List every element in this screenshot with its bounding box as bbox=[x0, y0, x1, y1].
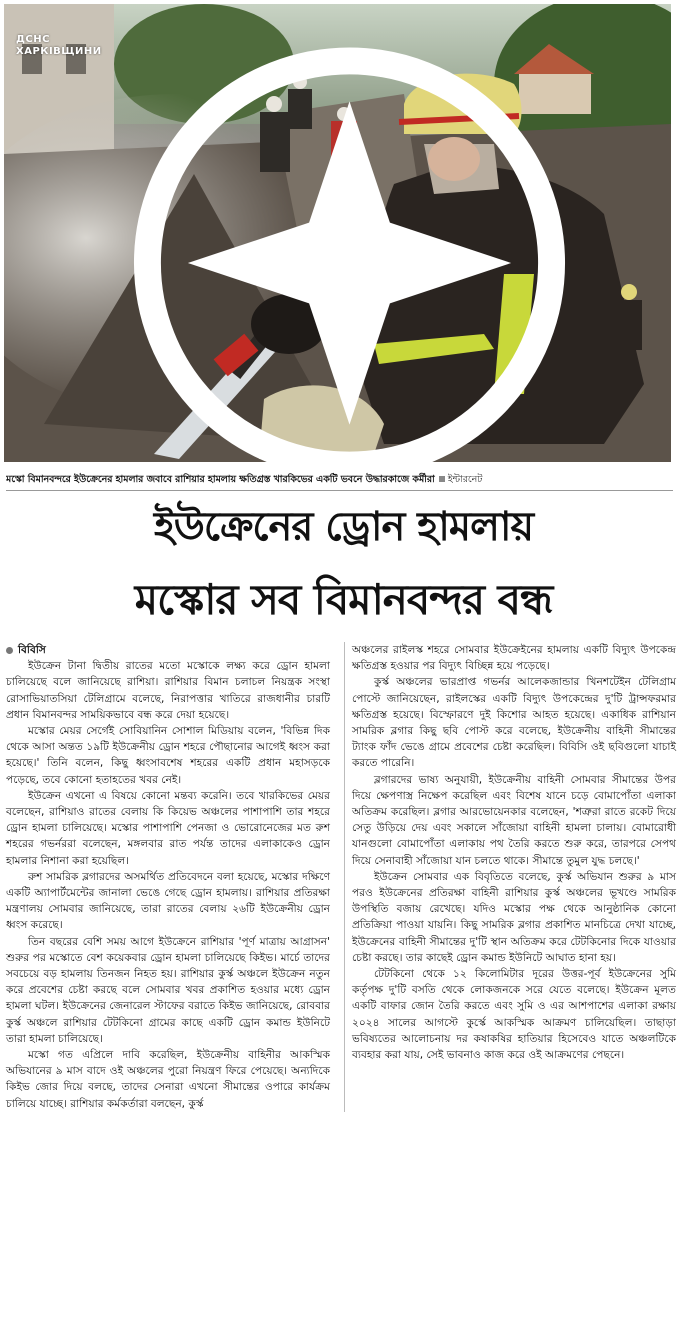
paragraph: তিন বছরের বেশি সময় আগে ইউক্রেনে রাশিয়ার 'পূর্ণ মাত্রায় আগ্রাসন' শুরুর পর মস্কোতে বেশ কয়েকবার ড্রোন হামলা চালিয়েছে কিইভ। মার্চে তাদের সবচেয়ে বড় হামলায় তিনজন নিহত হয়। রাশিয়ার কুর্স্ক অঞ্চলে ইউক্রেন নতুন করে প্রবেশের চেষ্টা করছে বলে সোমবার খবর প্রকাশিত হওয়ার মধ্যে ড্রোন হামলা ঘটল। ইউক্রেনের জেনারেল স্টাফের বরাতে কিইভ জানিয়েছে, রোববার কুর্স্ক অঞ্চলে রাশিয়ার টেটকিনো গ্রামের কাছে একটি ড্রোন কমান্ড ইউনিটে তারা হামলা চালিয়েছে। bbox=[6, 935, 330, 1045]
article-body bbox=[6, 642, 676, 1112]
paragraph: ইউক্রেন টানা দ্বিতীয় রাতের মতো মস্কোকে লক্ষ্য করে ড্রোন হামলা চালিয়েছে বলে জানিয়েছে রাশিয়া। রাশিয়ার বিমান চলাচল নিয়ন্ত্রক সংস্থা রোসাভিয়াতসিয়া টেলিগ্রামে বলেছে, নিরাপত্তার খাতিরে রাজধানীর চারটি প্রধান বিমানবন্দর সাময়িকভাবে বন্ধ করে দেয়া হয়েছে। bbox=[6, 660, 330, 721]
byline-dot-icon bbox=[6, 647, 13, 654]
paragraph: মস্কোর মেয়র সের্গেই সোবিয়ানিন সোশাল মিডিয়ায় বলেন, 'বিভিন্ন দিক থেকে আসা অন্তত ১৯টি ইউক্রেনীয় ড্রোন শহরে পৌছানোর আগেই ধ্বংস করা হয়েছে।' তিনি বলেন, কিছু ধ্বংসাবশেষ শহরের একটি প্রধান মহাসড়কে পড়েছে, তবে কোনো হতাহতের খবর নেই। bbox=[6, 725, 330, 786]
dsns-emblem-icon bbox=[16, 34, 671, 462]
byline bbox=[6, 642, 330, 658]
logo-line-2: ХАРКІВЩИНИ bbox=[16, 46, 102, 57]
caption-divider bbox=[6, 490, 673, 491]
paragraph: ইউক্রেন সোমবার এক বিবৃতিতে বলেছে, কুর্স্ক অভিযান শুরুর ৯ মাস পরও ইউক্রেনের প্রতিরক্ষা বাহিনী রাশিয়ার কুর্স্ক অঞ্চলের ভূখণ্ডে সামরিক উপস্থিতি বজায় রেখেছে। যদিও মস্কোর পক্ষ থেকে আনুষ্ঠানিক কোনো প্রতিক্রিয়া পাওয়া যায়নি। কিছু সামরিক ব্লগার প্রকাশিত মানচিত্রে দেখা যাচ্ছে, ইউক্রেনের বাহিনী সীমান্তের দু'টি স্থান অতিক্রম করে টেটকিনোর দিকে যাওয়ার চেষ্টা করছে। তার কাছেই ড্রোন কমান্ড ইউনিটে আঘাত হানা হয়। bbox=[352, 870, 676, 964]
logo-line-1: ДСНС bbox=[16, 34, 50, 45]
caption-square-icon bbox=[439, 476, 445, 482]
photo-caption bbox=[6, 472, 676, 487]
headline-line-1: ইউক্রেনের ড্রোন হামলায় bbox=[153, 503, 534, 550]
paragraph: টেটকিনো থেকে ১২ কিলোমিটার দূরের উত্তর-পূর্ব ইউক্রেনের সুমি কর্তৃপক্ষ দু'টি বসতি থেকে লোকজনকে সরে যেতে বলেছে। ইউক্রেন মূলত একটি বাফার জোন তৈরি করতে এবং সুমি ও এর আশপাশের এলাকা রক্ষায় ২০২৪ সালের আগস্টে কুর্স্কে আকস্মিক আক্রমণ চালিয়েছিল। তাছাড়া ভবিষ্যতের আলোচনায় দর কষাকষির হাতিয়ার হিসেবেও যাতে অঞ্চলটিকে ব্যবহার করা যায়, সেই ভাবনাও কাজ করে ওই আক্রমণের পেছনে। bbox=[352, 968, 676, 1062]
caption-text: মস্কো বিমানবন্দরে ইউক্রেনের হামলার জবাবে রাশিয়ার হামলায় ক্ষতিগ্রস্ত খারকিভের একটি ভবনে উদ্ধারকাজে কর্মীরা bbox=[6, 474, 435, 485]
paragraph: রুশ সামরিক ব্লগারদের অসমর্থিত প্রতিবেদনে বলা হয়েছে, মস্কোর দক্ষিণে একটি অ্যাপার্টমেন্টের জানালা ভেঙে গেছে ড্রোন হামলায়। রাশিয়ার প্রতিরক্ষা মন্ত্রণালয় সোমবার জানিয়েছে, তারা রাতের বেলায় ২৬টি ইউক্রেনীয় ড্রোন ধ্বংস করেছে। bbox=[6, 870, 330, 932]
paragraph: ব্লগারদের ভাষ্য অনুযায়ী, ইউক্রেনীয় বাহিনী সোমবার সীমান্তের উপর দিয়ে ক্ষেপণাস্ত্র নিক্ষেপ করেছিল এবং বিশেষ যানে চড়ে বোমাপোঁতা এলাকা অতিক্রম করেছিল। ব্লগার আরভোয়েনকার বলেছেন, 'শত্রুরা রাতে রকেট দিয়ে সেতু উড়িয়ে দেয় এবং সকালে সাঁজোয়া বাহিনী হামলা চালায়। বোমারোধী যানগুলো বোমাপোঁতা এলাকায় পথ তৈরি করতে শুরু করে, তারপরে সেপথ দিয়ে সেনাবাহী সাঁজোয়া যান চলতে থাকে। সীমান্তে তুমুল যুদ্ধ চলছে।' bbox=[352, 773, 676, 867]
byline-text: বিবিসি bbox=[18, 644, 46, 656]
article-column-1 bbox=[6, 642, 330, 1112]
caption-credit: ইন্টারনেট bbox=[447, 474, 483, 485]
paragraph: ইউক্রেন এখনো এ বিষয়ে কোনো মন্তব্য করেনি। তবে খারকিভের মেয়র বলেছেন, রাশিয়াও রাতের বেলায় কি কিয়েভ অঞ্চলের পাশাপাশি তার শহরে ড্রোন হামলা চালিয়েছে। মস্কোর পাশাপাশি পেনজা ও ভোরোনেজের মত রুশ শহরের গভর্নররা বলেছেন, মঙ্গলবার রাত পর্যন্ত তাদের এলাকাকেও ড্রোন হামলার নিশানা করা হয়েছিল। bbox=[6, 789, 330, 867]
headline-line-2: মস্কোর সব বিমানবন্দর বন্ধ bbox=[134, 575, 553, 624]
article-column-2 bbox=[344, 642, 676, 1112]
paragraph: কুর্স্ক অঞ্চলের ভারপ্রাপ্ত গভর্নর আলেকজান্ডার খিনশটেইন টেলিগ্রাম পোস্টে জানিয়েছেন, রাইলস্কের একটি বিদ্যুৎ উপকেন্দ্রের দু'টি ট্রান্সফরমার ক্ষতিগ্রস্ত হয়েছে। বিস্ফোরণে দুই কিশোর আহত হয়েছে। একাধিক রাশিয়ান সামরিক ব্লগার কিছু ছবি পোস্ট করে বলেছে, ইউক্রেনীয় বাহিনী সীমান্তের ট্যাংক ফাঁদ ভেঙে গ্রামে প্রবেশের চেষ্টা করেছিল। বিবিসি ওই ছবিগুলো যাচাই করতে পারেনি। bbox=[352, 676, 676, 770]
news-photo bbox=[4, 4, 671, 462]
paragraph: মস্কো গত এপ্রিলে দাবি করেছিল, ইউক্রেনীয় বাহিনীর আকস্মিক অভিযানের ৯ মাস বাদে ওই অঞ্চলের পুরো নিয়ন্ত্রণ ফিরে পেয়েছে। অন্যদিকে কিইভ জোর দিয়ে বলছে, তাদের সেনারা এখনো সীমান্তের ওপারে কার্যক্রম চালিয়ে যাচ্ছে। রাশিয়ার কর্মকর্তারা বলছেন, কুর্স্ক bbox=[6, 1049, 330, 1110]
dsns-logo bbox=[16, 34, 102, 58]
paragraph: অঞ্চলের রাইলস্ক শহরে সোমবার ইউক্রেইনের হামলায় একটি বিদ্যুৎ উপকেন্দ্র ক্ষতিগ্রস্ত হওয়ার পর বিদ্যুৎ বিচ্ছিন্ন হয়ে পড়েছে। bbox=[352, 644, 676, 673]
